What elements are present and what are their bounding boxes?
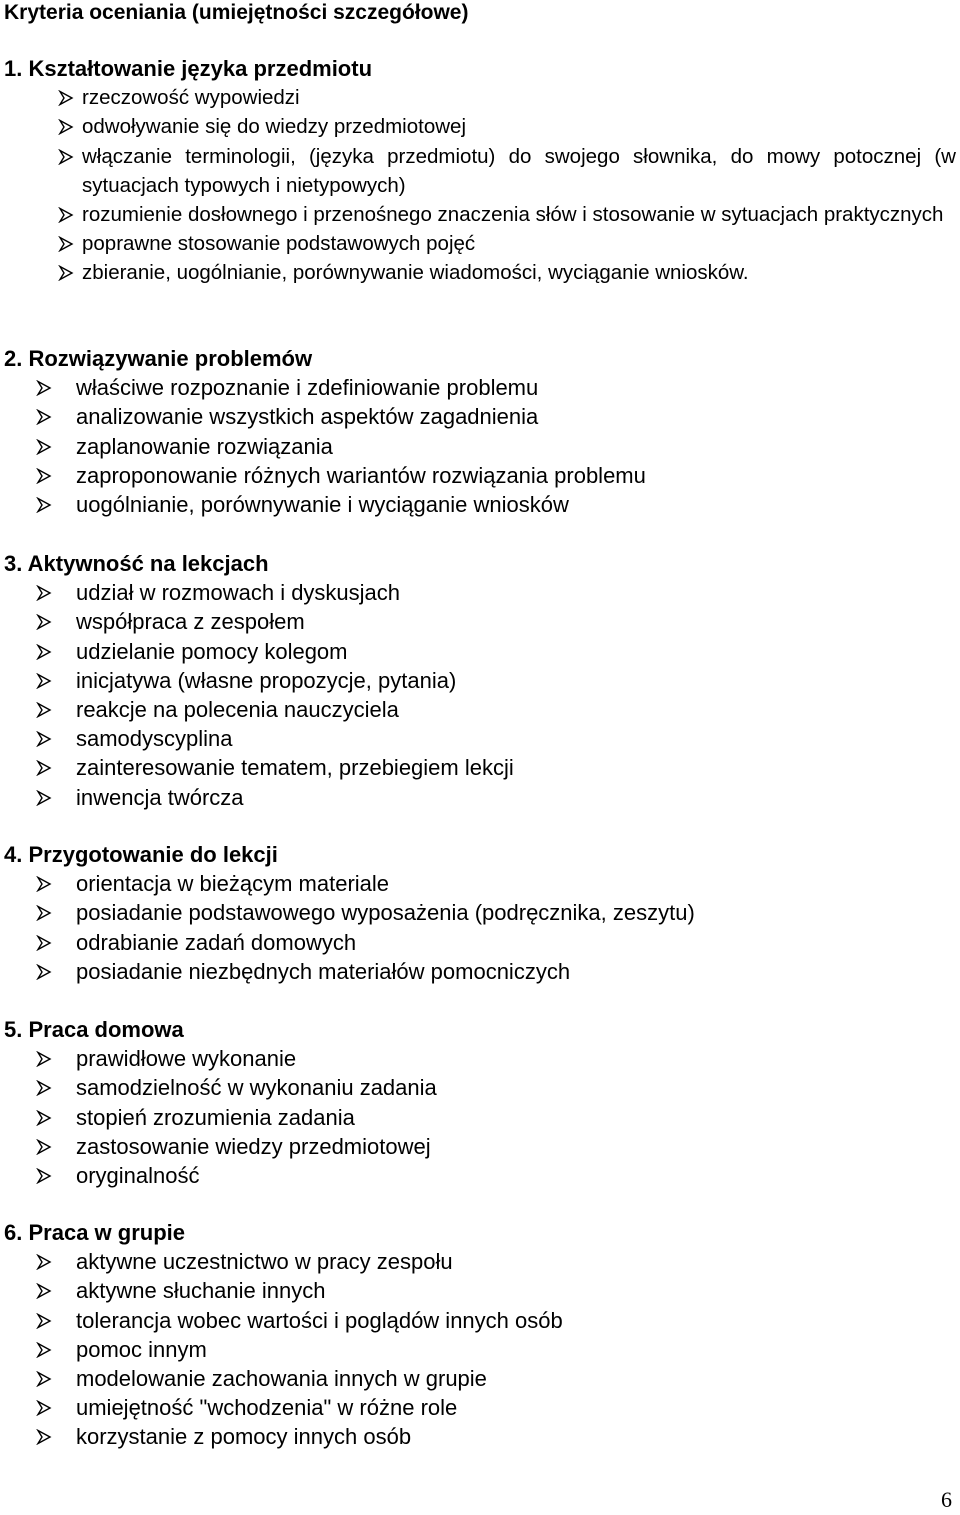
arrowhead-bullet-icon [36, 1168, 52, 1184]
list-item [0, 1044, 960, 1073]
list-item [0, 1364, 960, 1393]
section-title: Rozwiązywanie problemów [28, 346, 313, 371]
list-item [0, 1306, 960, 1335]
list-item-text: udzielanie pomocy kolegom [76, 638, 348, 664]
list-item-text: prawidłowe wykonanie [76, 1046, 297, 1072]
section-number: 5. [4, 1017, 23, 1042]
section-1 [0, 54, 960, 288]
list-item [0, 1247, 960, 1276]
arrowhead-bullet-icon [36, 876, 52, 892]
list-item-text: analizowanie wszystkich aspektów zagadnienia [76, 404, 539, 430]
arrowhead-bullet-icon [36, 380, 52, 396]
section-heading [0, 344, 960, 373]
list-item-text: posiadanie niezbędnych materiałów pomocniczych [76, 958, 571, 984]
list-item-text: samodzielność w wykonaniu zadania [76, 1075, 437, 1101]
list-item-text: właściwe rozpoznanie i zdefiniowanie problemu [76, 375, 539, 401]
list-item [0, 783, 960, 812]
arrowhead-bullet-icon [36, 760, 52, 776]
list-item [0, 229, 960, 258]
list-item-text: zainteresowanie tematem, przebiegiem lekcji [76, 755, 514, 781]
arrowhead-bullet-icon [36, 964, 52, 980]
list-item [0, 753, 960, 782]
arrowhead-bullet-icon [36, 468, 52, 484]
arrowhead-bullet-icon [58, 236, 74, 252]
list-item [0, 1422, 960, 1451]
list-item [0, 461, 960, 490]
list-item-text: pomoc innym [76, 1336, 207, 1362]
section-title: Praca w grupie [28, 1220, 185, 1245]
list-item [0, 695, 960, 724]
list-item-text: umiejętność "wchodzenia" w różne role [76, 1395, 458, 1421]
list-item-text: rozumienie dosłownego i przenośnego znaczenia słów i stosowanie w sytuacjach praktycznych [82, 203, 944, 226]
arrowhead-bullet-icon [36, 935, 52, 951]
section-6 [0, 1218, 960, 1452]
arrowhead-bullet-icon [58, 119, 74, 135]
list-item [0, 724, 960, 753]
arrowhead-bullet-icon [36, 1110, 52, 1126]
arrowhead-bullet-icon [36, 644, 52, 660]
list-item-text: zaproponowanie różnych wariantów rozwiązania problemu [76, 462, 646, 488]
document-title: Kryteria oceniania (umiejętności szczegółowe) [4, 1, 469, 24]
section-number: 3. [4, 551, 23, 576]
list-item-text: oryginalność [76, 1163, 200, 1188]
list-item-text: rzeczowość wypowiedzi [82, 86, 300, 110]
list-item-text: inicjatywa (własne propozycje, pytania) [76, 667, 457, 693]
arrowhead-bullet-icon [36, 905, 52, 921]
list-item-text: zbieranie, uogólnianie, porównywanie wiadomości, wyciąganie wniosków. [82, 261, 749, 285]
list-item [0, 200, 960, 229]
section-title: Kształtowanie języka przedmiotu [28, 56, 373, 81]
list-item-text: włączanie terminologii, (języka przedmiotu) do swojego słownika, do mowy potocznej (w sytuacjach typowych i nietypowych) [82, 144, 956, 197]
list-item [0, 1335, 960, 1364]
list-item [0, 258, 960, 287]
section-number: 1. [4, 56, 23, 81]
list-item-text: poprawne stosowanie podstawowych pojęć [82, 232, 476, 256]
arrowhead-bullet-icon [36, 1283, 52, 1299]
list-item [0, 402, 960, 431]
list-item [0, 607, 960, 636]
list-item [0, 1161, 960, 1190]
list-item [0, 83, 960, 112]
list-item-text: uogólnianie, porównywanie i wyciąganie wniosków [76, 492, 569, 517]
list-item-text: stopień zrozumienia zadania [76, 1104, 355, 1130]
list-item-text: tolerancja wobec wartości i poglądów innych osób [76, 1307, 563, 1333]
arrowhead-bullet-icon [36, 1342, 52, 1358]
section-title: Przygotowanie do lekcji [28, 842, 278, 867]
arrowhead-bullet-icon [36, 1080, 52, 1096]
list-item [0, 898, 960, 927]
list-item-text: współpraca z zespołem [76, 609, 305, 635]
arrowhead-bullet-icon [36, 673, 52, 689]
arrowhead-bullet-icon [36, 439, 52, 455]
list-item-text: zaplanowanie rozwiązania [76, 433, 333, 459]
arrowhead-bullet-icon [36, 1139, 52, 1155]
section-heading [0, 549, 960, 578]
list-item [0, 637, 960, 666]
section-title: Aktywność na lekcjach [27, 551, 269, 576]
section-heading [0, 1218, 960, 1247]
section-4 [0, 840, 960, 986]
arrowhead-bullet-icon [58, 149, 74, 165]
arrowhead-bullet-icon [36, 1313, 52, 1329]
list-item [0, 1276, 960, 1305]
section-3 [0, 549, 960, 812]
list-item-text: udział w rozmowach i dyskusjach [76, 580, 401, 606]
list-item [0, 1103, 960, 1132]
list-item [0, 432, 960, 461]
list-item-text: korzystanie z pomocy innych osób [76, 1424, 412, 1450]
list-item-text: posiadanie podstawowego wyposażenia (podręcznika, zeszytu) [76, 900, 695, 926]
list-item-text: odrabianie zadań domowych [76, 929, 357, 955]
section-heading [0, 1015, 960, 1044]
list-item-text: reakcje na polecenia nauczyciela [76, 697, 399, 722]
page-number: 6 [941, 1487, 952, 1512]
list-item [0, 142, 960, 200]
section-number: 6. [4, 1220, 23, 1245]
arrowhead-bullet-icon [36, 497, 52, 513]
list-item-text: modelowanie zachowania innych w grupie [76, 1366, 487, 1391]
list-item [0, 1132, 960, 1161]
list-item-text: aktywne słuchanie innych [76, 1278, 326, 1304]
list-item-text: odwoływanie się do wiedzy przedmiotowej [82, 115, 466, 139]
arrowhead-bullet-icon [36, 409, 52, 425]
list-item-text: inwencja twórcza [76, 784, 244, 810]
arrowhead-bullet-icon [36, 731, 52, 747]
arrowhead-bullet-icon [36, 1371, 52, 1387]
list-item-text: orientacja w bieżącym materiale [76, 871, 390, 897]
arrowhead-bullet-icon [36, 585, 52, 601]
section-number: 2. [4, 346, 23, 371]
list-item [0, 928, 960, 957]
list-item [0, 666, 960, 695]
section-number: 4. [4, 842, 23, 867]
list-item-text: aktywne uczestnictwo w pracy zespołu [76, 1249, 453, 1275]
list-item [0, 1393, 960, 1422]
list-item [0, 490, 960, 519]
section-title: Praca domowa [28, 1017, 184, 1042]
section-heading [0, 54, 960, 83]
arrowhead-bullet-icon [36, 1051, 52, 1067]
arrowhead-bullet-icon [58, 90, 74, 106]
arrowhead-bullet-icon [36, 702, 52, 718]
arrowhead-bullet-icon [36, 614, 52, 630]
arrowhead-bullet-icon [36, 1254, 52, 1270]
list-item [0, 373, 960, 402]
arrowhead-bullet-icon [58, 207, 74, 223]
list-item [0, 112, 960, 141]
list-item [0, 578, 960, 607]
list-item-text: samodyscyplina [76, 726, 233, 752]
list-item [0, 869, 960, 898]
arrowhead-bullet-icon [58, 265, 74, 281]
list-item [0, 1073, 960, 1102]
section-5 [0, 1015, 960, 1190]
arrowhead-bullet-icon [36, 1400, 52, 1416]
list-item [0, 957, 960, 986]
section-2 [0, 344, 960, 519]
arrowhead-bullet-icon [36, 1429, 52, 1445]
section-heading [0, 840, 960, 869]
list-item-text: zastosowanie wiedzy przedmiotowej [76, 1133, 431, 1159]
arrowhead-bullet-icon [36, 790, 52, 806]
